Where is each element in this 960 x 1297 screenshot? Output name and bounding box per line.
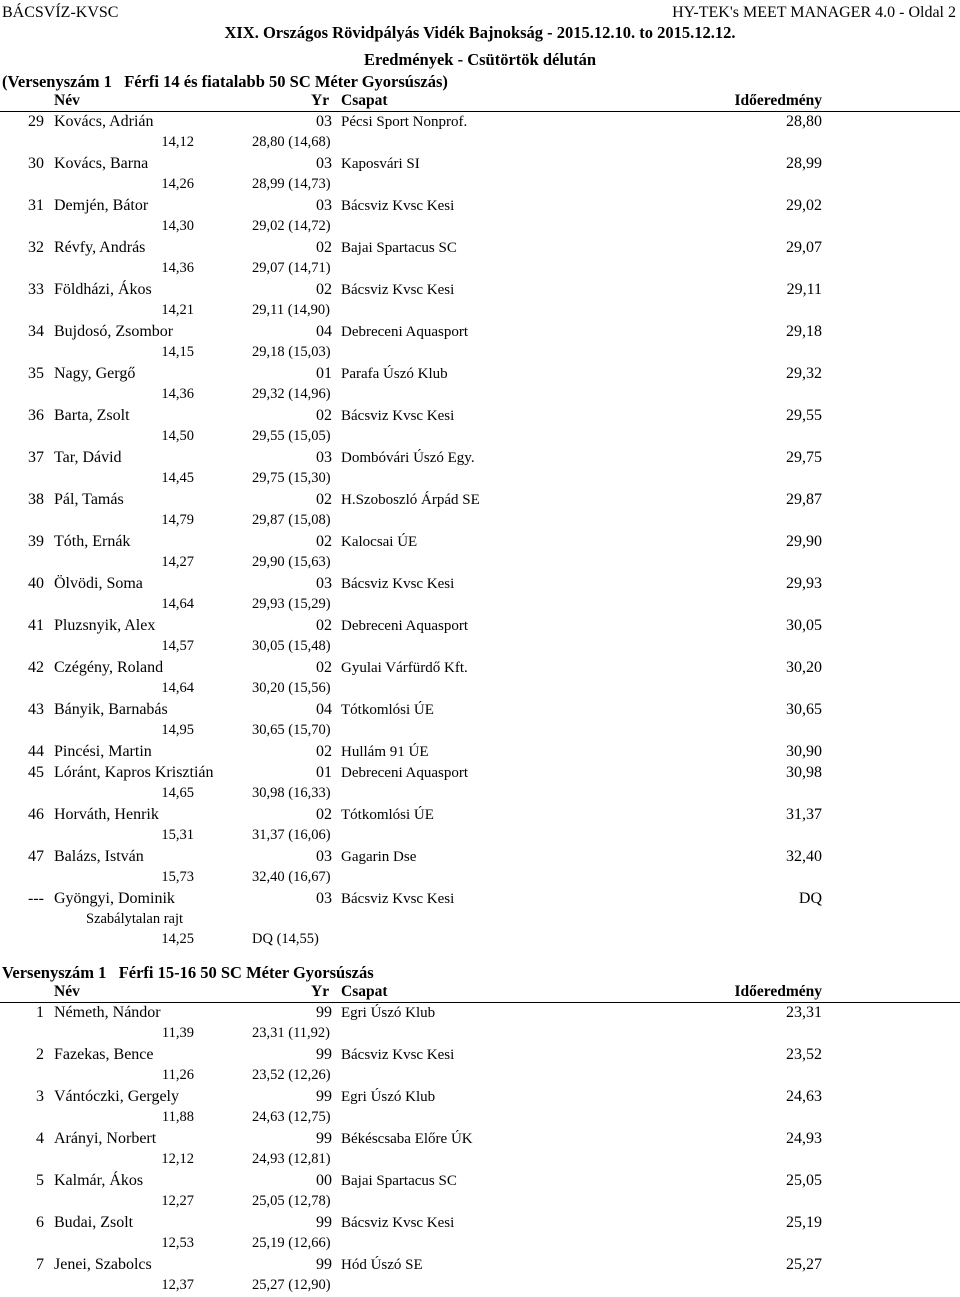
split-25m: 14,57 xyxy=(161,638,194,654)
team-name: Tótkomlósi ÚE xyxy=(341,807,434,823)
place: 41 xyxy=(28,617,44,634)
team-name: Gyulai Várfürdő Kft. xyxy=(341,660,468,676)
place: 3 xyxy=(36,1088,44,1105)
split-50m: 29,75 (15,30) xyxy=(252,470,331,486)
final-time: 29,75 xyxy=(786,449,822,466)
split-25m: 14,36 xyxy=(161,386,194,402)
place: 33 xyxy=(28,281,44,298)
final-time: 28,80 xyxy=(786,113,822,130)
split-row xyxy=(0,931,960,951)
split-row xyxy=(0,1193,960,1213)
swimmer-name: Tar, Dávid xyxy=(54,449,122,466)
final-time: 30,98 xyxy=(786,764,822,781)
team-name: Pécsi Sport Nonprof. xyxy=(341,114,468,130)
split-25m: 15,31 xyxy=(161,827,194,843)
final-time: 30,20 xyxy=(786,659,822,676)
column-team-header: Csapat xyxy=(341,983,388,1000)
split-50m: 29,32 (14,96) xyxy=(252,386,331,402)
split-row xyxy=(0,1067,960,1087)
place: 38 xyxy=(28,491,44,508)
birth-year: 99 xyxy=(316,1046,332,1063)
place: 43 xyxy=(28,701,44,718)
place: 42 xyxy=(28,659,44,676)
final-time: 29,90 xyxy=(786,533,822,550)
birth-year: 03 xyxy=(316,575,332,592)
split-50m: DQ (14,55) xyxy=(252,931,319,947)
birth-year: 04 xyxy=(316,323,332,340)
swimmer-name: Bujdosó, Zsombor xyxy=(54,323,174,340)
result-row xyxy=(0,239,960,260)
final-time: 29,07 xyxy=(786,239,822,256)
swimmer-name: Pincési, Martin xyxy=(54,743,152,760)
birth-year: 99 xyxy=(316,1130,332,1147)
swimmer-name: Vántóczki, Gergely xyxy=(54,1088,179,1105)
split-row xyxy=(0,1277,960,1297)
split-50m: 29,02 (14,72) xyxy=(252,218,331,234)
result-row xyxy=(0,764,960,785)
result-row xyxy=(0,701,960,722)
split-25m: 14,36 xyxy=(161,260,194,276)
team-name: Kalocsai ÚE xyxy=(341,534,418,550)
split-50m: 25,27 (12,90) xyxy=(252,1277,331,1293)
split-50m: 29,11 (14,90) xyxy=(252,302,330,318)
split-50m: 29,87 (15,08) xyxy=(252,512,331,528)
birth-year: 02 xyxy=(316,533,332,550)
split-row xyxy=(0,512,960,532)
place: 44 xyxy=(28,743,44,760)
split-row xyxy=(0,428,960,448)
split-row xyxy=(0,1235,960,1255)
swimmer-name: Fazekas, Bence xyxy=(54,1046,154,1063)
swimmer-name: Németh, Nándor xyxy=(54,1004,161,1021)
split-25m: 14,45 xyxy=(161,470,194,486)
split-50m: 29,93 (15,29) xyxy=(252,596,331,612)
split-50m: 23,31 (11,92) xyxy=(252,1025,330,1041)
birth-year: 02 xyxy=(316,239,332,256)
final-time: 25,05 xyxy=(786,1172,822,1189)
split-row xyxy=(0,596,960,616)
place: 40 xyxy=(28,575,44,592)
split-50m: 25,05 (12,78) xyxy=(252,1193,331,1209)
result-row xyxy=(0,743,960,764)
team-name: Hullám 91 ÚE xyxy=(341,744,429,760)
column-name-header: Név xyxy=(54,983,80,1000)
team-name: Bácsviz Kvsc Kesi xyxy=(341,1215,455,1231)
place: 34 xyxy=(28,323,44,340)
result-row xyxy=(0,491,960,512)
birth-year: 02 xyxy=(316,491,332,508)
result-row xyxy=(0,449,960,470)
split-50m: 30,20 (15,56) xyxy=(252,680,331,696)
split-row xyxy=(0,176,960,196)
place: 30 xyxy=(28,155,44,172)
place: 29 xyxy=(28,113,44,130)
result-row xyxy=(0,806,960,827)
place: 37 xyxy=(28,449,44,466)
swimmer-name: Gyöngyi, Dominik xyxy=(54,890,175,907)
swimmer-name: Demjén, Bátor xyxy=(54,197,149,214)
split-25m: 14,12 xyxy=(161,134,194,150)
result-row xyxy=(0,1256,960,1277)
birth-year: 99 xyxy=(316,1088,332,1105)
swimmer-name: Pál, Tamás xyxy=(54,491,124,508)
session-subtitle: Eredmények - Csütörtök délután xyxy=(363,50,597,69)
swimmer-name: Földházi, Ákos xyxy=(54,281,152,298)
swimmer-name: Nagy, Gergő xyxy=(54,365,136,382)
final-time: 29,93 xyxy=(786,575,822,592)
birth-year: 04 xyxy=(316,701,332,718)
birth-year: 02 xyxy=(316,659,332,676)
final-time: 31,37 xyxy=(786,806,822,823)
split-row xyxy=(0,785,960,805)
page-header-left: BÁCSVÍZ-KVSC xyxy=(2,4,119,21)
birth-year: 02 xyxy=(316,806,332,823)
split-25m: 12,12 xyxy=(161,1151,194,1167)
split-row xyxy=(0,302,960,322)
birth-year: 03 xyxy=(316,848,332,865)
result-row xyxy=(0,323,960,344)
split-50m: 30,98 (16,33) xyxy=(252,785,331,801)
team-name: Tótkomlósi ÚE xyxy=(341,702,434,718)
split-25m: 12,37 xyxy=(161,1277,194,1293)
team-name: Bácsviz Kvsc Kesi xyxy=(341,576,455,592)
result-row xyxy=(0,533,960,554)
place: 47 xyxy=(28,848,44,865)
final-time: 30,05 xyxy=(786,617,822,634)
place: 46 xyxy=(28,806,44,823)
result-row xyxy=(0,1172,960,1193)
split-25m: 14,95 xyxy=(161,722,194,738)
split-25m: 14,30 xyxy=(161,218,194,234)
result-row xyxy=(0,1214,960,1235)
result-row xyxy=(0,1046,960,1067)
split-25m: 12,27 xyxy=(161,1193,194,1209)
team-name: Békéscsaba Előre ÚK xyxy=(341,1131,473,1147)
team-name: Bácsviz Kvsc Kesi xyxy=(341,282,455,298)
team-name: Parafa Úszó Klub xyxy=(341,366,448,382)
split-row xyxy=(0,869,960,889)
split-row xyxy=(0,218,960,238)
split-row xyxy=(0,470,960,490)
meet-title: XIX. Országos Rövidpályás Vidék Bajnokság - 2015.12.10. to 2015.12.12. xyxy=(224,23,736,42)
result-row xyxy=(0,1088,960,1109)
column-name-header: Név xyxy=(54,92,80,109)
swimmer-name: Budai, Zsolt xyxy=(54,1214,134,1231)
birth-year: 01 xyxy=(316,764,332,781)
split-50m: 32,40 (16,67) xyxy=(252,869,331,885)
split-25m: 11,39 xyxy=(161,1025,194,1041)
birth-year: 03 xyxy=(316,197,332,214)
split-row xyxy=(0,638,960,658)
result-row xyxy=(0,113,960,134)
birth-year: 99 xyxy=(316,1214,332,1231)
split-row xyxy=(0,1151,960,1171)
split-row xyxy=(0,1025,960,1045)
swimmer-name: Kalmár, Ákos xyxy=(54,1172,144,1189)
place: 35 xyxy=(28,365,44,382)
team-name: Bácsviz Kvsc Kesi xyxy=(341,408,455,424)
birth-year: 02 xyxy=(316,281,332,298)
place: 5 xyxy=(36,1172,44,1189)
place: 6 xyxy=(36,1214,44,1231)
split-50m: 29,07 (14,71) xyxy=(252,260,331,276)
birth-year: 99 xyxy=(316,1004,332,1021)
final-time: 24,63 xyxy=(786,1088,822,1105)
split-50m: 24,63 (12,75) xyxy=(252,1109,331,1125)
result-row xyxy=(0,848,960,869)
swimmer-name: Pluzsnyik, Alex xyxy=(54,617,156,634)
swimmer-name: Horváth, Henrik xyxy=(54,806,159,823)
final-time: 29,18 xyxy=(786,323,822,340)
split-50m: 24,93 (12,81) xyxy=(252,1151,331,1167)
split-25m: 14,65 xyxy=(161,785,194,801)
event-title: (Versenyszám 1 Férfi 14 és fiatalabb 50 SC Méter Gyorsúszás) xyxy=(2,72,448,91)
team-name: Egri Úszó Klub xyxy=(341,1089,436,1105)
split-25m: 14,27 xyxy=(161,554,194,570)
swimmer-name: Tóth, Ernák xyxy=(54,533,131,550)
birth-year: 02 xyxy=(316,407,332,424)
final-time: 29,02 xyxy=(786,197,822,214)
split-50m: 23,52 (12,26) xyxy=(252,1067,331,1083)
result-row xyxy=(0,1130,960,1151)
split-25m: 14,26 xyxy=(161,176,194,192)
team-name: Bácsviz Kvsc Kesi xyxy=(341,1047,455,1063)
team-name: Egri Úszó Klub xyxy=(341,1005,436,1021)
final-time: 23,52 xyxy=(786,1046,822,1063)
final-time: 24,93 xyxy=(786,1130,822,1147)
birth-year: 02 xyxy=(316,743,332,760)
split-25m: 14,25 xyxy=(161,931,194,947)
split-25m: 14,21 xyxy=(161,302,194,318)
swimmer-name: Révfy, András xyxy=(54,239,146,256)
place: 7 xyxy=(36,1256,44,1273)
birth-year: 03 xyxy=(316,449,332,466)
final-time: 23,31 xyxy=(786,1004,822,1021)
final-time: 29,55 xyxy=(786,407,822,424)
birth-year: 00 xyxy=(316,1172,332,1189)
split-row xyxy=(0,134,960,154)
split-50m: 29,55 (15,05) xyxy=(252,428,331,444)
swimmer-name: Bányik, Barnabás xyxy=(54,701,168,718)
split-row xyxy=(0,344,960,364)
split-50m: 30,05 (15,48) xyxy=(252,638,331,654)
split-row xyxy=(0,1109,960,1129)
split-row xyxy=(0,386,960,406)
swimmer-name: Arányi, Norbert xyxy=(54,1130,157,1147)
split-50m: 31,37 (16,06) xyxy=(252,827,331,843)
team-name: Debreceni Aquasport xyxy=(341,618,469,634)
final-time: DQ xyxy=(798,890,822,907)
result-row xyxy=(0,281,960,302)
result-row xyxy=(0,407,960,428)
final-time: 32,40 xyxy=(786,848,822,865)
place: 31 xyxy=(28,197,44,214)
team-name: Bajai Spartacus SC xyxy=(341,1173,457,1189)
place: 45 xyxy=(28,764,44,781)
swimmer-name: Jenei, Szabolcs xyxy=(54,1256,152,1273)
final-time: 29,11 xyxy=(786,281,822,298)
place: 2 xyxy=(36,1046,44,1063)
final-time: 25,19 xyxy=(786,1214,822,1231)
team-name: Gagarin Dse xyxy=(341,849,417,865)
column-result-header: Időeredmény xyxy=(734,92,822,109)
place: 1 xyxy=(36,1004,44,1021)
split-25m: 14,50 xyxy=(161,428,194,444)
birth-year: 01 xyxy=(316,365,332,382)
final-time: 30,65 xyxy=(786,701,822,718)
swimmer-name: Ölvödi, Soma xyxy=(54,575,143,592)
team-name: Bácsviz Kvsc Kesi xyxy=(341,198,455,214)
split-row xyxy=(0,722,960,742)
split-25m: 14,64 xyxy=(161,680,194,696)
split-25m: 14,64 xyxy=(161,596,194,612)
column-yr-header: Yr xyxy=(311,983,330,1000)
result-row xyxy=(0,197,960,218)
split-25m: 15,73 xyxy=(161,869,194,885)
split-25m: 14,15 xyxy=(161,344,194,360)
final-time: 29,32 xyxy=(786,365,822,382)
result-row xyxy=(0,659,960,680)
place: 4 xyxy=(36,1130,44,1147)
split-row xyxy=(0,680,960,700)
swimmer-name: Balázs, István xyxy=(54,848,144,865)
split-50m: 29,90 (15,63) xyxy=(252,554,331,570)
birth-year: 99 xyxy=(316,1256,332,1273)
birth-year: 03 xyxy=(316,113,332,130)
note-text: Szabálytalan rajt xyxy=(86,911,184,927)
team-name: Debreceni Aquasport xyxy=(341,765,469,781)
column-result-header: Időeredmény xyxy=(734,983,822,1000)
column-team-header: Csapat xyxy=(341,92,388,109)
swimmer-name: Barta, Zsolt xyxy=(54,407,130,424)
final-time: 29,87 xyxy=(786,491,822,508)
split-25m: 11,26 xyxy=(161,1067,194,1083)
split-row xyxy=(0,827,960,847)
result-row xyxy=(0,617,960,638)
birth-year: 02 xyxy=(316,617,332,634)
split-50m: 29,18 (15,03) xyxy=(252,344,331,360)
column-yr-header: Yr xyxy=(311,92,330,109)
split-50m: 30,65 (15,70) xyxy=(252,722,331,738)
team-name: Bajai Spartacus SC xyxy=(341,240,457,256)
event-title: Versenyszám 1 Férfi 15-16 50 SC Méter Gyorsúszás xyxy=(2,963,374,982)
split-row xyxy=(0,260,960,280)
team-name: Debreceni Aquasport xyxy=(341,324,469,340)
swimmer-name: Lóránt, Kapros Krisztián xyxy=(54,764,214,781)
swimmer-name: Czégény, Roland xyxy=(54,659,164,676)
team-name: H.Szoboszló Árpád SE xyxy=(341,492,480,508)
swimmer-name: Kovács, Adrián xyxy=(54,113,154,130)
final-time: 28,99 xyxy=(786,155,822,172)
place: 36 xyxy=(28,407,44,424)
split-row xyxy=(0,554,960,574)
split-50m: 25,19 (12,66) xyxy=(252,1235,331,1251)
birth-year: 03 xyxy=(316,155,332,172)
result-row xyxy=(0,575,960,596)
result-row xyxy=(0,1004,960,1025)
result-row xyxy=(0,890,960,911)
split-25m: 14,79 xyxy=(161,512,194,528)
swimmer-name: Kovács, Barna xyxy=(54,155,149,172)
place: 39 xyxy=(28,533,44,550)
split-50m: 28,99 (14,73) xyxy=(252,176,331,192)
split-25m: 11,88 xyxy=(161,1109,194,1125)
result-row xyxy=(0,155,960,176)
page-header-right: HY-TEK's MEET MANAGER 4.0 - Oldal 2 xyxy=(672,4,956,21)
place: 32 xyxy=(28,239,44,256)
team-name: Kaposvári SI xyxy=(341,156,420,172)
column-header-row xyxy=(0,92,960,112)
column-header-row xyxy=(0,983,960,1003)
team-name: Hód Úszó SE xyxy=(341,1257,423,1273)
place: --- xyxy=(28,890,44,907)
split-50m: 28,80 (14,68) xyxy=(252,134,331,150)
final-time: 25,27 xyxy=(786,1256,822,1273)
team-name: Dombóvári Úszó Egy. xyxy=(341,450,475,466)
result-row xyxy=(0,365,960,386)
split-25m: 12,53 xyxy=(161,1235,194,1251)
birth-year: 03 xyxy=(316,890,332,907)
final-time: 30,90 xyxy=(786,743,822,760)
team-name: Bácsviz Kvsc Kesi xyxy=(341,891,455,907)
